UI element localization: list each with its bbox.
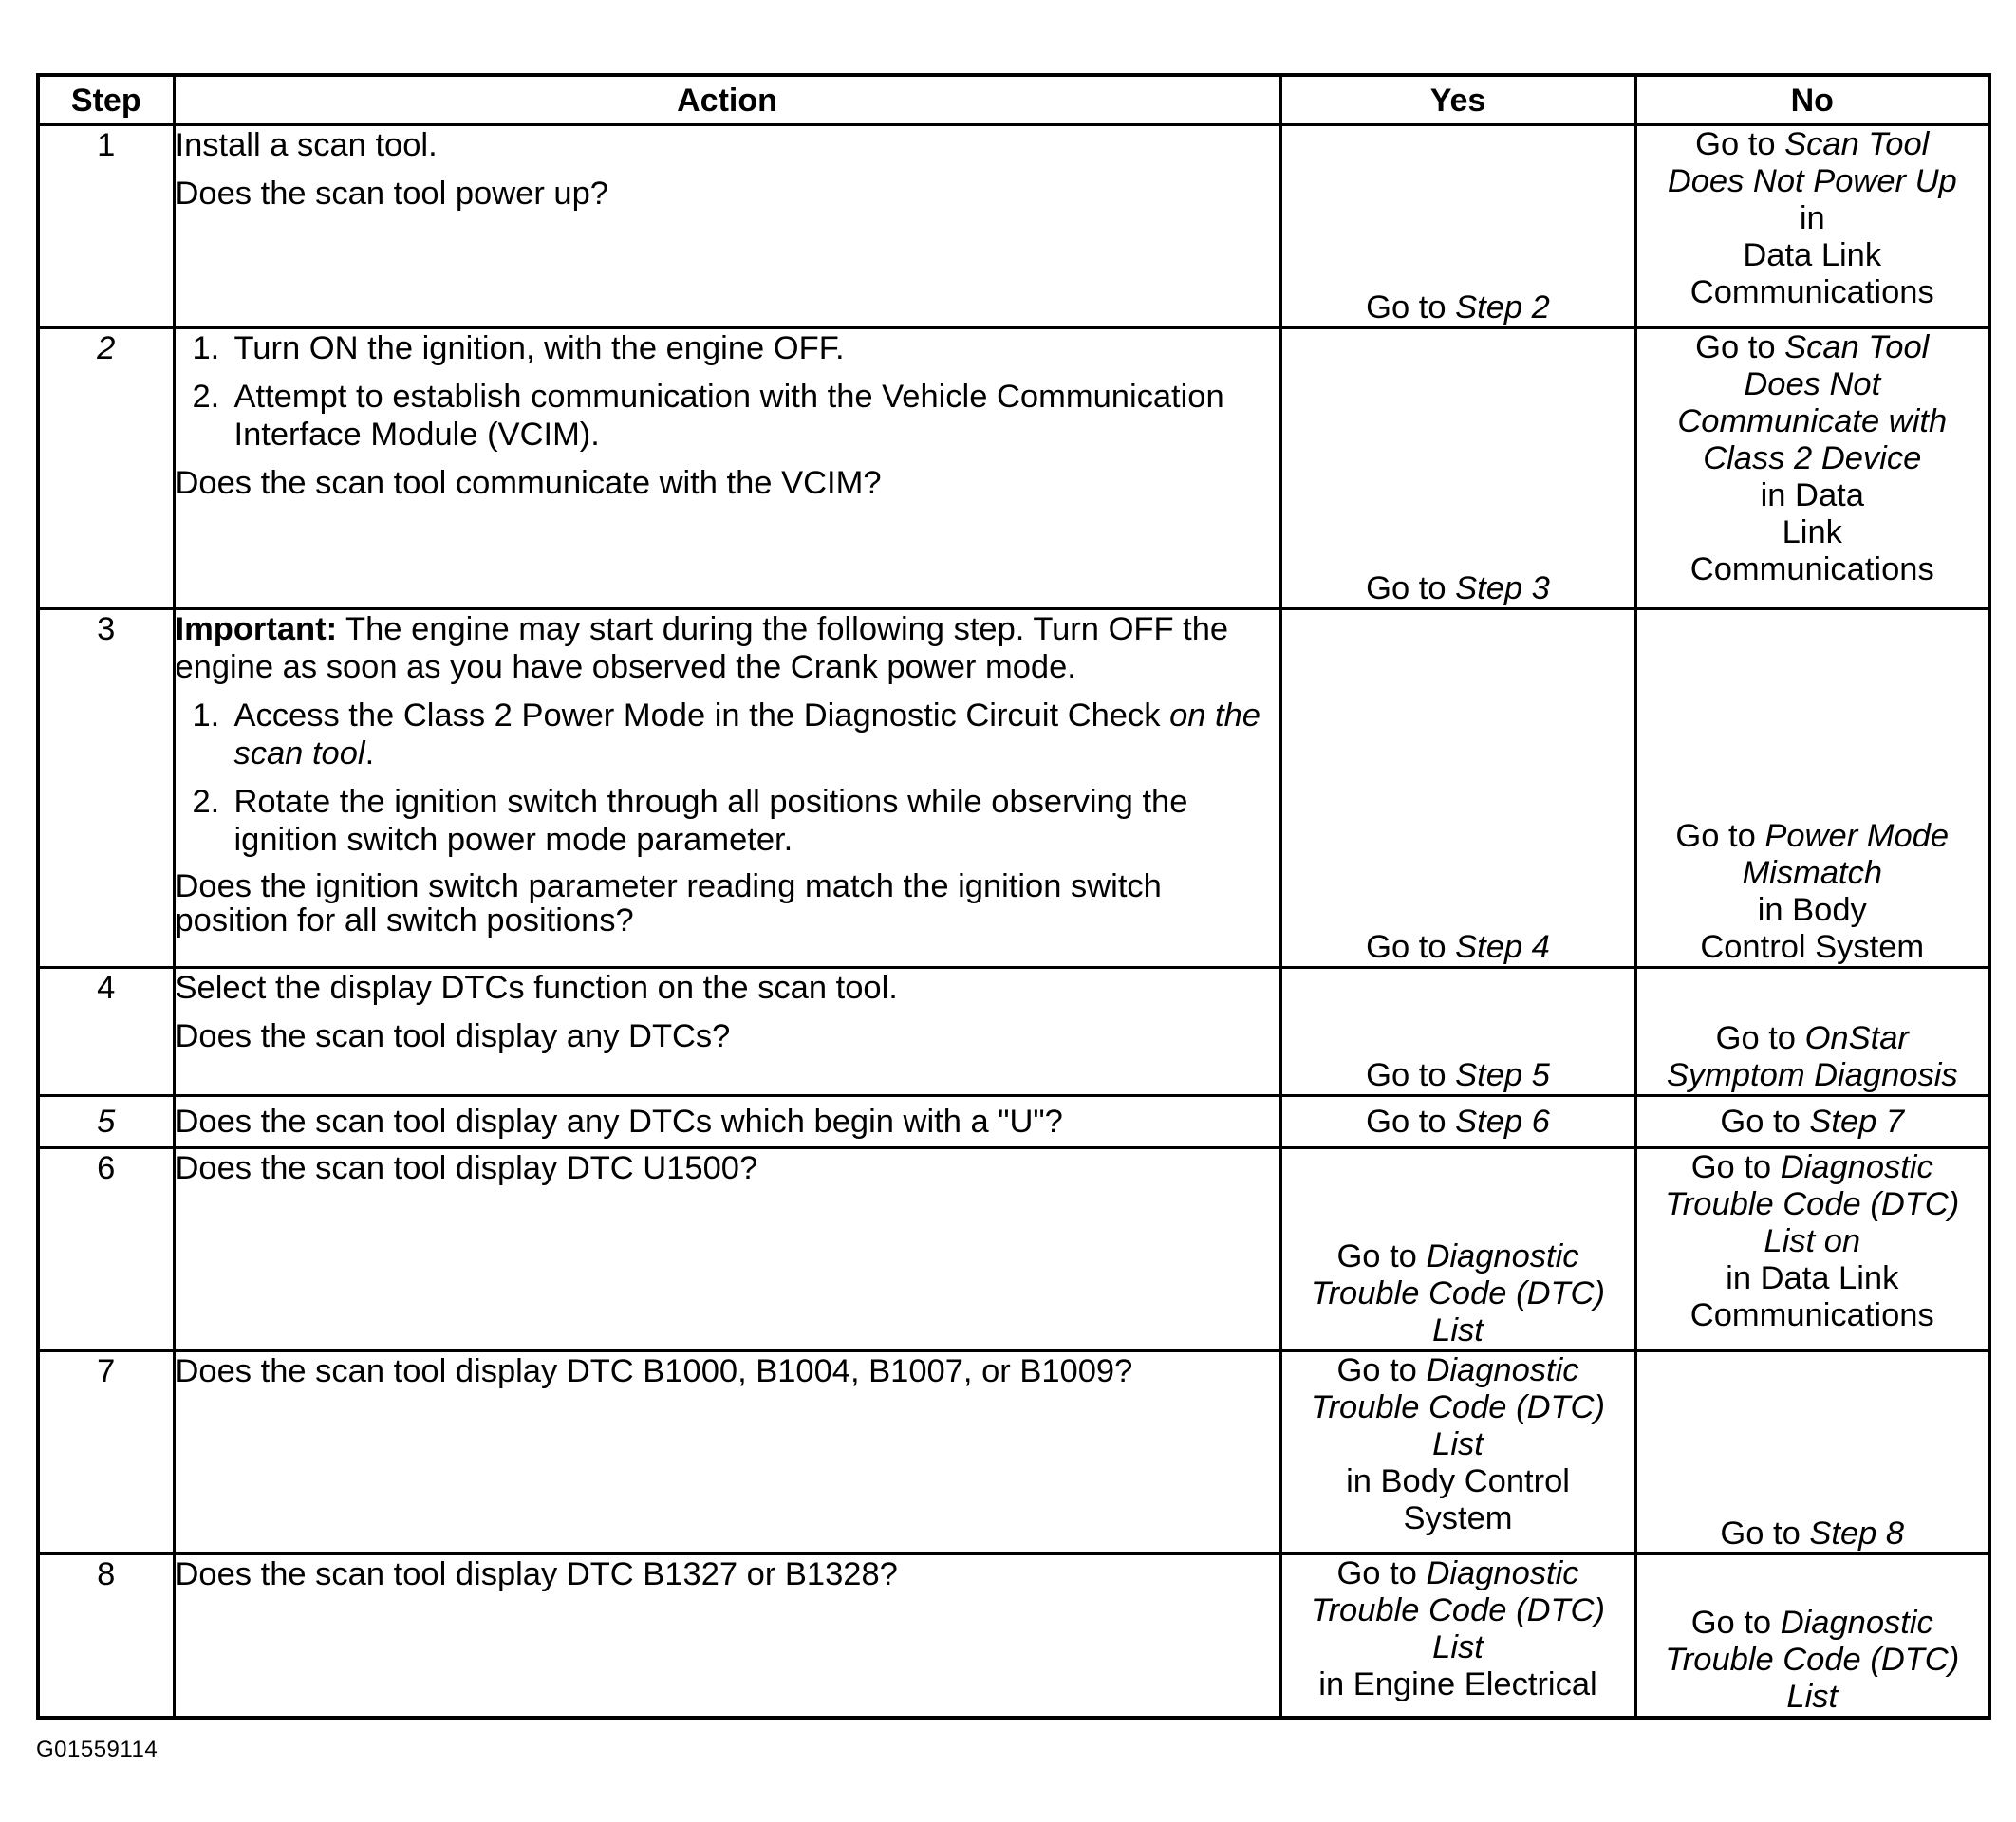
no-cell (1635, 125, 1989, 328)
action-question: Does the scan tool display any DTCs? (175, 1018, 731, 1054)
table-row (38, 968, 1989, 1096)
table-row (38, 1096, 1989, 1148)
yes-link[interactable]: Go to Step 4 (1366, 929, 1550, 965)
action-cell (174, 968, 1280, 1096)
no-link[interactable]: Go to Diagnostic (1690, 1604, 1933, 1641)
action-cell (174, 609, 1280, 968)
no-link[interactable]: Go to Step 7 (1720, 1103, 1905, 1140)
no-line: in (1799, 200, 1825, 236)
action-cell (174, 125, 1280, 328)
header-no: No (1635, 75, 1989, 125)
yes-line: System (1403, 1500, 1513, 1536)
table-row (38, 1148, 1989, 1351)
no-link[interactable]: Go to Step 8 (1720, 1515, 1905, 1552)
no-line: Does Not Power Up (1667, 163, 1957, 199)
no-line: in Data Link (1726, 1260, 1899, 1296)
yes-cell (1280, 609, 1635, 968)
action-question: Does the scan tool display DTC U1500? (175, 1150, 758, 1186)
step-number: 3 (38, 609, 174, 968)
table-header-row (38, 75, 1989, 125)
action-cell (174, 1096, 1280, 1148)
no-line: Trouble Code (DTC) (1665, 1186, 1960, 1222)
table-row (38, 1351, 1989, 1554)
no-cell (1635, 1554, 1989, 1718)
step-number: 7 (38, 1351, 174, 1554)
no-link[interactable]: Go to Scan Tool (1695, 126, 1930, 162)
yes-line: Trouble Code (DTC) (1311, 1275, 1605, 1311)
no-link[interactable]: Go to Diagnostic (1690, 1149, 1933, 1185)
action-steps-list (176, 329, 1279, 454)
yes-line: List (1432, 1426, 1484, 1462)
action-question: Does the scan tool display any DTCs which begin with a "U"? (175, 1104, 1063, 1140)
yes-link[interactable]: Go to Diagnostic (1336, 1555, 1579, 1591)
no-line: Trouble Code (DTC) (1665, 1641, 1960, 1678)
action-question: Does the ignition switch parameter reading match the ignition switch position for all switch positions? (175, 868, 1162, 939)
action-cell (174, 328, 1280, 609)
yes-line: Trouble Code (DTC) (1311, 1389, 1605, 1425)
action-question: Does the scan tool communicate with the VCIM? (175, 465, 882, 501)
step-number: 8 (38, 1554, 174, 1718)
yes-line: Trouble Code (DTC) (1311, 1592, 1605, 1628)
yes-link[interactable]: Go to Step 3 (1366, 570, 1550, 606)
action-text: Select the display DTCs function on the scan tool. (175, 970, 898, 1006)
yes-line: List (1432, 1629, 1484, 1665)
header-step: Step (38, 75, 174, 125)
no-link[interactable]: Go to OnStar (1715, 1020, 1909, 1056)
no-line: Communications (1689, 551, 1934, 587)
no-link[interactable]: Go to Power Mode (1675, 818, 1950, 854)
action-question: Does the scan tool display DTC B1000, B1004, B1007, or B1009? (175, 1353, 1133, 1389)
yes-cell (1280, 125, 1635, 328)
step-number: 2 (38, 328, 174, 609)
no-line: Symptom Diagnosis (1666, 1057, 1958, 1093)
step-number: 1 (38, 125, 174, 328)
header-yes: Yes (1280, 75, 1635, 125)
no-line: Does Not (1744, 366, 1881, 402)
yes-link[interactable]: Go to Step 2 (1366, 289, 1550, 325)
no-line: List on (1764, 1223, 1861, 1259)
list-item: 2. Attempt to establish communication with the Vehicle Communication Interface Module (VCIM). (192, 379, 1224, 453)
no-cell (1635, 1096, 1989, 1148)
no-line: List (1786, 1678, 1839, 1715)
yes-cell (1280, 328, 1635, 609)
table-row (38, 609, 1989, 968)
important-note: Important: The engine may start during the following step. Turn OFF the engine as soon as you have observed the Crank power mode. (175, 611, 1229, 685)
step-number: 4 (38, 968, 174, 1096)
yes-cell (1280, 1096, 1635, 1148)
action-cell (174, 1148, 1280, 1351)
yes-cell (1280, 1351, 1635, 1554)
step-number: 5 (38, 1096, 174, 1148)
action-text: Install a scan tool. (175, 127, 438, 163)
figure-code: G01559114 (36, 1737, 159, 1762)
action-question: Does the scan tool power up? (175, 176, 608, 212)
yes-cell (1280, 1148, 1635, 1351)
yes-line: List (1432, 1312, 1484, 1348)
no-line: in Body (1757, 892, 1867, 928)
no-cell (1635, 609, 1989, 968)
table-row (38, 328, 1989, 609)
no-cell (1635, 328, 1989, 609)
yes-link[interactable]: Go to Diagnostic (1336, 1238, 1579, 1274)
no-line: Data Link (1743, 237, 1882, 273)
action-cell (174, 1554, 1280, 1718)
yes-link[interactable]: Go to Step 6 (1366, 1103, 1550, 1140)
diagnostic-table (36, 73, 1991, 1720)
no-line: Link (1782, 514, 1842, 550)
no-line: Communicate with (1677, 403, 1948, 439)
yes-link[interactable]: Go to Step 5 (1366, 1057, 1550, 1093)
yes-line: in Body Control (1346, 1463, 1570, 1499)
action-steps-list (176, 697, 1279, 859)
no-line: Communications (1689, 274, 1934, 310)
no-line: Control System (1700, 929, 1925, 965)
list-item: 2. Rotate the ignition switch through all positions while observing the ignition switch power mode parameter. (192, 784, 1188, 858)
no-line: Class 2 Device (1703, 440, 1922, 476)
no-line: in Data (1760, 477, 1864, 513)
table-row (38, 1554, 1989, 1718)
yes-link[interactable]: Go to Diagnostic (1336, 1352, 1579, 1388)
list-item: 1. Turn ON the ignition, with the engine OFF. (192, 330, 845, 366)
step-number: 6 (38, 1148, 174, 1351)
header-action: Action (174, 75, 1280, 125)
action-question: Does the scan tool display DTC B1327 or B1328? (175, 1556, 898, 1592)
yes-cell (1280, 968, 1635, 1096)
no-line: Mismatch (1742, 855, 1883, 891)
list-item: 1. Access the Class 2 Power Mode in the Diagnostic Circuit Check on the scan tool. (192, 697, 1260, 772)
yes-line: in Engine Electrical (1318, 1666, 1597, 1702)
action-cell (174, 1351, 1280, 1554)
no-cell (1635, 1148, 1989, 1351)
no-line: Communications (1689, 1297, 1934, 1333)
table-row (38, 125, 1989, 328)
yes-cell (1280, 1554, 1635, 1718)
no-cell (1635, 1351, 1989, 1554)
no-link[interactable]: Go to Scan Tool (1695, 329, 1930, 365)
no-cell (1635, 968, 1989, 1096)
diagnostic-table-container (36, 73, 1988, 1720)
